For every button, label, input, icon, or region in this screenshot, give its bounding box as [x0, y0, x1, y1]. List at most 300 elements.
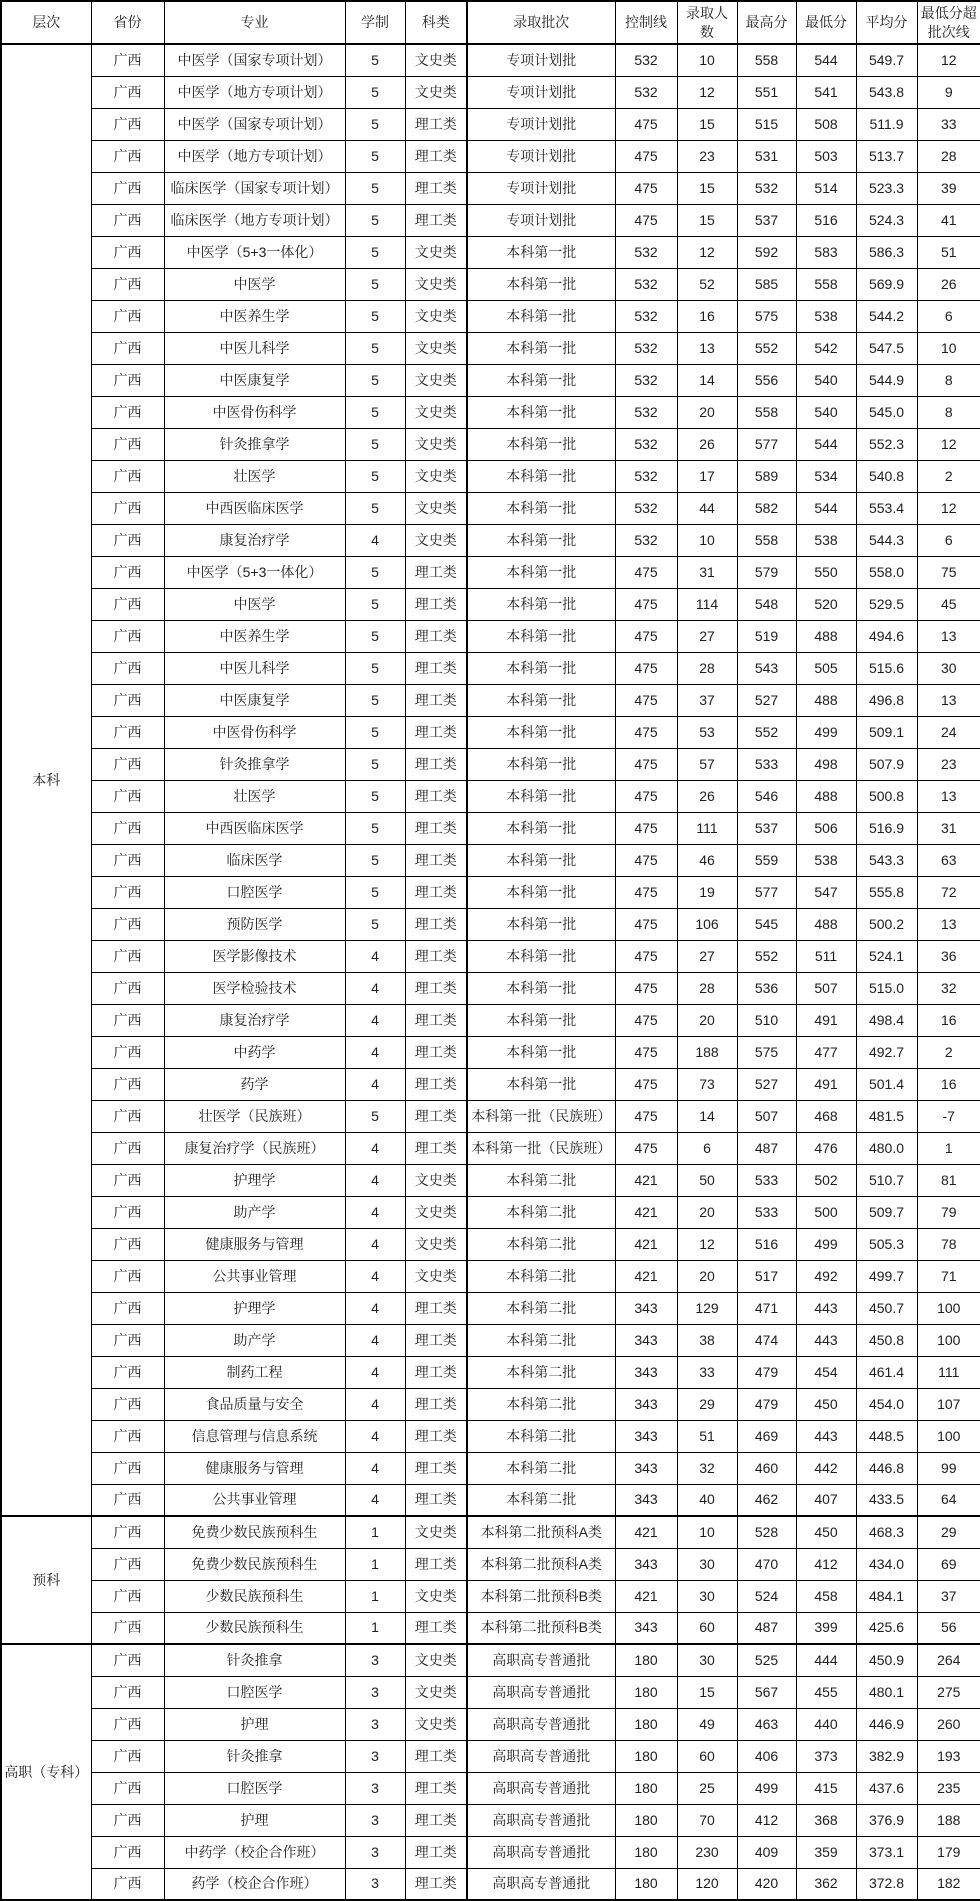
cell-batch: 本科第一批（民族班）	[467, 1100, 615, 1132]
table-row	[1, 1036, 980, 1068]
cell-admitted: 60	[677, 1612, 737, 1644]
cell-major: 医学影像技术	[164, 940, 345, 972]
cell-province: 广西	[91, 1644, 164, 1676]
cell-max_score: 575	[737, 1036, 796, 1068]
cell-years: 4	[345, 1164, 405, 1196]
cell-category: 文史类	[405, 1516, 467, 1548]
cell-major: 信息管理与信息系统	[164, 1420, 345, 1452]
cell-diff: 75	[917, 556, 980, 588]
cell-batch: 本科第一批	[467, 1068, 615, 1100]
cell-years: 5	[345, 876, 405, 908]
table-body	[1, 44, 980, 1900]
table-row	[1, 140, 980, 172]
cell-avg_score: 481.5	[856, 1100, 917, 1132]
cell-max_score: 409	[737, 1836, 796, 1868]
cell-max_score: 545	[737, 908, 796, 940]
cell-major: 药学	[164, 1068, 345, 1100]
cell-max_score: 420	[737, 1868, 796, 1900]
cell-major: 中医学（5+3一体化）	[164, 556, 345, 588]
cell-max_score: 533	[737, 1164, 796, 1196]
cell-min_score: 544	[796, 492, 856, 524]
cell-control_line: 343	[615, 1548, 677, 1580]
cell-major: 中医学（国家专项计划）	[164, 44, 345, 76]
cell-category: 理工类	[405, 844, 467, 876]
cell-diff: 41	[917, 204, 980, 236]
table-row	[1, 204, 980, 236]
cell-years: 5	[345, 460, 405, 492]
cell-min_score: 507	[796, 972, 856, 1004]
cell-years: 4	[345, 1324, 405, 1356]
table-row	[1, 172, 980, 204]
table-row	[1, 1676, 980, 1708]
cell-category: 理工类	[405, 812, 467, 844]
cell-major: 康复治疗学	[164, 524, 345, 556]
cell-admitted: 38	[677, 1324, 737, 1356]
table-row	[1, 332, 980, 364]
cell-max_score: 558	[737, 524, 796, 556]
cell-years: 4	[345, 1132, 405, 1164]
cell-major: 预防医学	[164, 908, 345, 940]
cell-control_line: 421	[615, 1164, 677, 1196]
table-row	[1, 1260, 980, 1292]
table-row	[1, 1388, 980, 1420]
cell-category: 文史类	[405, 236, 467, 268]
cell-major: 健康服务与管理	[164, 1452, 345, 1484]
column-header-category: 科类	[405, 1, 467, 44]
cell-min_score: 477	[796, 1036, 856, 1068]
cell-admitted: 29	[677, 1388, 737, 1420]
cell-diff: 78	[917, 1228, 980, 1260]
cell-control_line: 421	[615, 1580, 677, 1612]
cell-max_score: 552	[737, 716, 796, 748]
cell-diff: 30	[917, 652, 980, 684]
cell-category: 文史类	[405, 428, 467, 460]
cell-province: 广西	[91, 1356, 164, 1388]
cell-admitted: 23	[677, 140, 737, 172]
cell-batch: 本科第一批	[467, 652, 615, 684]
column-header-max_score: 最高分	[737, 1, 796, 44]
cell-batch: 专项计划批	[467, 204, 615, 236]
cell-diff: 28	[917, 140, 980, 172]
cell-max_score: 536	[737, 972, 796, 1004]
cell-min_score: 362	[796, 1868, 856, 1900]
cell-category: 文史类	[405, 492, 467, 524]
cell-diff: 64	[917, 1484, 980, 1516]
cell-max_score: 577	[737, 428, 796, 460]
cell-major: 中医骨伤科学	[164, 716, 345, 748]
cell-admitted: 15	[677, 172, 737, 204]
cell-batch: 本科第二批	[467, 1324, 615, 1356]
cell-years: 5	[345, 44, 405, 76]
cell-control_line: 532	[615, 364, 677, 396]
cell-min_score: 500	[796, 1196, 856, 1228]
table-row	[1, 236, 980, 268]
cell-admitted: 14	[677, 1100, 737, 1132]
cell-province: 广西	[91, 1516, 164, 1548]
cell-avg_score: 549.7	[856, 44, 917, 76]
cell-min_score: 534	[796, 460, 856, 492]
cell-avg_score: 494.6	[856, 620, 917, 652]
cell-province: 广西	[91, 172, 164, 204]
cell-province: 广西	[91, 76, 164, 108]
cell-admitted: 114	[677, 588, 737, 620]
cell-admitted: 73	[677, 1068, 737, 1100]
cell-batch: 本科第二批	[467, 1260, 615, 1292]
cell-max_score: 556	[737, 364, 796, 396]
cell-control_line: 180	[615, 1644, 677, 1676]
cell-province: 广西	[91, 1388, 164, 1420]
cell-diff: 6	[917, 300, 980, 332]
cell-province: 广西	[91, 268, 164, 300]
cell-max_score: 412	[737, 1804, 796, 1836]
cell-avg_score: 480.0	[856, 1132, 917, 1164]
cell-min_score: 541	[796, 76, 856, 108]
table-row	[1, 748, 980, 780]
table-row	[1, 1804, 980, 1836]
cell-admitted: 37	[677, 684, 737, 716]
cell-admitted: 52	[677, 268, 737, 300]
cell-min_score: 503	[796, 140, 856, 172]
cell-control_line: 475	[615, 1132, 677, 1164]
cell-control_line: 343	[615, 1356, 677, 1388]
cell-years: 3	[345, 1644, 405, 1676]
cell-batch: 本科第一批	[467, 844, 615, 876]
cell-major: 食品质量与安全	[164, 1388, 345, 1420]
cell-max_score: 533	[737, 1196, 796, 1228]
cell-category: 理工类	[405, 1004, 467, 1036]
table-row	[1, 1708, 980, 1740]
cell-max_score: 462	[737, 1484, 796, 1516]
cell-diff: 179	[917, 1836, 980, 1868]
cell-admitted: 10	[677, 44, 737, 76]
cell-avg_score: 509.1	[856, 716, 917, 748]
cell-diff: 51	[917, 236, 980, 268]
cell-control_line: 475	[615, 140, 677, 172]
cell-major: 壮医学	[164, 460, 345, 492]
cell-category: 理工类	[405, 780, 467, 812]
cell-min_score: 359	[796, 1836, 856, 1868]
level-cell-group-2: 高职（专科）	[1, 1644, 91, 1900]
cell-batch: 专项计划批	[467, 172, 615, 204]
cell-batch: 本科第二批	[467, 1484, 615, 1516]
cell-years: 4	[345, 1068, 405, 1100]
cell-max_score: 579	[737, 556, 796, 588]
cell-province: 广西	[91, 1548, 164, 1580]
table-row	[1, 1068, 980, 1100]
cell-years: 3	[345, 1676, 405, 1708]
column-header-avg_score: 平均分	[856, 1, 917, 44]
cell-max_score: 474	[737, 1324, 796, 1356]
cell-category: 理工类	[405, 748, 467, 780]
cell-avg_score: 544.3	[856, 524, 917, 556]
cell-diff: 29	[917, 1516, 980, 1548]
cell-diff: 39	[917, 172, 980, 204]
cell-category: 文史类	[405, 460, 467, 492]
table-row	[1, 844, 980, 876]
cell-avg_score: 434.0	[856, 1548, 917, 1580]
cell-min_score: 544	[796, 44, 856, 76]
cell-control_line: 180	[615, 1836, 677, 1868]
cell-batch: 本科第一批	[467, 364, 615, 396]
cell-category: 理工类	[405, 620, 467, 652]
cell-diff: 1	[917, 1132, 980, 1164]
cell-diff: 24	[917, 716, 980, 748]
cell-admitted: 19	[677, 876, 737, 908]
cell-years: 3	[345, 1804, 405, 1836]
cell-batch: 本科第一批	[467, 1004, 615, 1036]
cell-batch: 本科第一批	[467, 524, 615, 556]
cell-province: 广西	[91, 300, 164, 332]
cell-category: 理工类	[405, 1356, 467, 1388]
cell-control_line: 532	[615, 44, 677, 76]
cell-category: 文史类	[405, 268, 467, 300]
cell-min_score: 442	[796, 1452, 856, 1484]
cell-avg_score: 586.3	[856, 236, 917, 268]
cell-category: 文史类	[405, 1644, 467, 1676]
cell-control_line: 475	[615, 204, 677, 236]
cell-category: 理工类	[405, 1804, 467, 1836]
cell-diff: 107	[917, 1388, 980, 1420]
cell-category: 文史类	[405, 1676, 467, 1708]
cell-max_score: 487	[737, 1612, 796, 1644]
cell-years: 5	[345, 332, 405, 364]
table-row	[1, 396, 980, 428]
table-row	[1, 908, 980, 940]
cell-min_score: 415	[796, 1772, 856, 1804]
cell-control_line: 475	[615, 1068, 677, 1100]
cell-avg_score: 450.8	[856, 1324, 917, 1356]
table-row	[1, 940, 980, 972]
cell-province: 广西	[91, 1292, 164, 1324]
cell-min_score: 505	[796, 652, 856, 684]
cell-diff: 235	[917, 1772, 980, 1804]
cell-province: 广西	[91, 716, 164, 748]
cell-years: 3	[345, 1708, 405, 1740]
cell-max_score: 531	[737, 140, 796, 172]
cell-min_score: 547	[796, 876, 856, 908]
cell-admitted: 111	[677, 812, 737, 844]
cell-max_score: 479	[737, 1356, 796, 1388]
table-row	[1, 1740, 980, 1772]
cell-control_line: 475	[615, 556, 677, 588]
cell-major: 中药学	[164, 1036, 345, 1068]
cell-diff: 81	[917, 1164, 980, 1196]
cell-min_score: 538	[796, 300, 856, 332]
cell-category: 理工类	[405, 556, 467, 588]
cell-diff: 100	[917, 1292, 980, 1324]
cell-major: 护理	[164, 1708, 345, 1740]
cell-admitted: 20	[677, 396, 737, 428]
cell-diff: 56	[917, 1612, 980, 1644]
cell-admitted: 27	[677, 620, 737, 652]
cell-years: 1	[345, 1516, 405, 1548]
cell-category: 理工类	[405, 1452, 467, 1484]
cell-diff: 100	[917, 1324, 980, 1356]
cell-batch: 本科第一批	[467, 236, 615, 268]
cell-diff: 100	[917, 1420, 980, 1452]
table-row	[1, 1580, 980, 1612]
cell-control_line: 343	[615, 1388, 677, 1420]
table-row	[1, 1484, 980, 1516]
cell-avg_score: 523.3	[856, 172, 917, 204]
cell-category: 文史类	[405, 1164, 467, 1196]
cell-province: 广西	[91, 1420, 164, 1452]
cell-province: 广西	[91, 396, 164, 428]
cell-admitted: 20	[677, 1004, 737, 1036]
cell-years: 4	[345, 1388, 405, 1420]
cell-years: 4	[345, 1004, 405, 1036]
table-row	[1, 1772, 980, 1804]
table-row	[1, 876, 980, 908]
cell-diff: 6	[917, 524, 980, 556]
cell-province: 广西	[91, 684, 164, 716]
cell-admitted: 53	[677, 716, 737, 748]
cell-max_score: 592	[737, 236, 796, 268]
cell-diff: 8	[917, 396, 980, 428]
cell-major: 中医学	[164, 268, 345, 300]
cell-avg_score: 446.9	[856, 1708, 917, 1740]
cell-diff: 36	[917, 940, 980, 972]
cell-avg_score: 515.6	[856, 652, 917, 684]
cell-control_line: 475	[615, 652, 677, 684]
cell-min_score: 511	[796, 940, 856, 972]
cell-admitted: 6	[677, 1132, 737, 1164]
table-row	[1, 716, 980, 748]
cell-years: 4	[345, 1484, 405, 1516]
cell-max_score: 471	[737, 1292, 796, 1324]
cell-diff: 2	[917, 1036, 980, 1068]
cell-avg_score: 569.9	[856, 268, 917, 300]
column-header-major: 专业	[164, 1, 345, 44]
cell-avg_score: 461.4	[856, 1356, 917, 1388]
cell-diff: 33	[917, 108, 980, 140]
cell-min_score: 538	[796, 524, 856, 556]
cell-province: 广西	[91, 1740, 164, 1772]
cell-major: 中医学	[164, 588, 345, 620]
cell-category: 理工类	[405, 1100, 467, 1132]
cell-batch: 专项计划批	[467, 140, 615, 172]
cell-years: 5	[345, 844, 405, 876]
table-row	[1, 1612, 980, 1644]
table-row	[1, 1420, 980, 1452]
cell-category: 文史类	[405, 1580, 467, 1612]
cell-province: 广西	[91, 1612, 164, 1644]
cell-category: 文史类	[405, 300, 467, 332]
cell-major: 中医学（国家专项计划）	[164, 108, 345, 140]
cell-batch: 高职高专普通批	[467, 1708, 615, 1740]
cell-category: 理工类	[405, 1484, 467, 1516]
cell-category: 理工类	[405, 1836, 467, 1868]
cell-control_line: 532	[615, 332, 677, 364]
cell-admitted: 20	[677, 1196, 737, 1228]
cell-province: 广西	[91, 140, 164, 172]
cell-avg_score: 450.7	[856, 1292, 917, 1324]
cell-min_score: 491	[796, 1068, 856, 1100]
cell-min_score: 492	[796, 1260, 856, 1292]
cell-province: 广西	[91, 1676, 164, 1708]
cell-min_score: 498	[796, 748, 856, 780]
table-row	[1, 364, 980, 396]
cell-category: 理工类	[405, 1324, 467, 1356]
cell-min_score: 368	[796, 1804, 856, 1836]
cell-diff: 45	[917, 588, 980, 620]
table-row	[1, 1196, 980, 1228]
cell-batch: 本科第一批	[467, 300, 615, 332]
table-row	[1, 684, 980, 716]
cell-province: 广西	[91, 812, 164, 844]
cell-province: 广西	[91, 1452, 164, 1484]
cell-major: 临床医学	[164, 844, 345, 876]
cell-max_score: 567	[737, 1676, 796, 1708]
cell-avg_score: 500.8	[856, 780, 917, 812]
cell-diff: 193	[917, 1740, 980, 1772]
cell-province: 广西	[91, 1484, 164, 1516]
cell-control_line: 532	[615, 396, 677, 428]
cell-min_score: 520	[796, 588, 856, 620]
cell-min_score: 443	[796, 1420, 856, 1452]
cell-major: 针灸推拿学	[164, 748, 345, 780]
cell-admitted: 60	[677, 1740, 737, 1772]
column-header-batch: 录取批次	[467, 1, 615, 44]
cell-major: 中医学（5+3一体化）	[164, 236, 345, 268]
table-row	[1, 1548, 980, 1580]
cell-min_score: 491	[796, 1004, 856, 1036]
table-row	[1, 460, 980, 492]
cell-min_score: 444	[796, 1644, 856, 1676]
cell-province: 广西	[91, 748, 164, 780]
cell-control_line: 532	[615, 268, 677, 300]
cell-category: 文史类	[405, 396, 467, 428]
table-row	[1, 1004, 980, 1036]
cell-batch: 本科第一批	[467, 460, 615, 492]
cell-avg_score: 498.4	[856, 1004, 917, 1036]
cell-avg_score: 510.7	[856, 1164, 917, 1196]
cell-category: 理工类	[405, 1740, 467, 1772]
cell-min_score: 508	[796, 108, 856, 140]
cell-control_line: 475	[615, 876, 677, 908]
cell-batch: 专项计划批	[467, 44, 615, 76]
cell-category: 理工类	[405, 972, 467, 1004]
cell-major: 中医学（地方专项计划）	[164, 140, 345, 172]
cell-diff: 12	[917, 44, 980, 76]
cell-max_score: 582	[737, 492, 796, 524]
table-row	[1, 972, 980, 1004]
cell-avg_score: 373.1	[856, 1836, 917, 1868]
cell-control_line: 532	[615, 428, 677, 460]
cell-years: 4	[345, 1196, 405, 1228]
table-row	[1, 1132, 980, 1164]
cell-years: 5	[345, 652, 405, 684]
cell-avg_score: 515.0	[856, 972, 917, 1004]
cell-years: 5	[345, 588, 405, 620]
cell-batch: 本科第一批	[467, 332, 615, 364]
cell-years: 5	[345, 812, 405, 844]
cell-max_score: 499	[737, 1772, 796, 1804]
cell-major: 助产学	[164, 1324, 345, 1356]
cell-category: 理工类	[405, 940, 467, 972]
cell-major: 中医骨伤科学	[164, 396, 345, 428]
table-row	[1, 556, 980, 588]
cell-major: 中医学（地方专项计划）	[164, 76, 345, 108]
cell-control_line: 343	[615, 1452, 677, 1484]
cell-control_line: 475	[615, 940, 677, 972]
cell-min_score: 550	[796, 556, 856, 588]
cell-admitted: 25	[677, 1772, 737, 1804]
cell-batch: 本科第二批预科A类	[467, 1516, 615, 1548]
cell-years: 1	[345, 1548, 405, 1580]
cell-max_score: 552	[737, 940, 796, 972]
table-row	[1, 1228, 980, 1260]
